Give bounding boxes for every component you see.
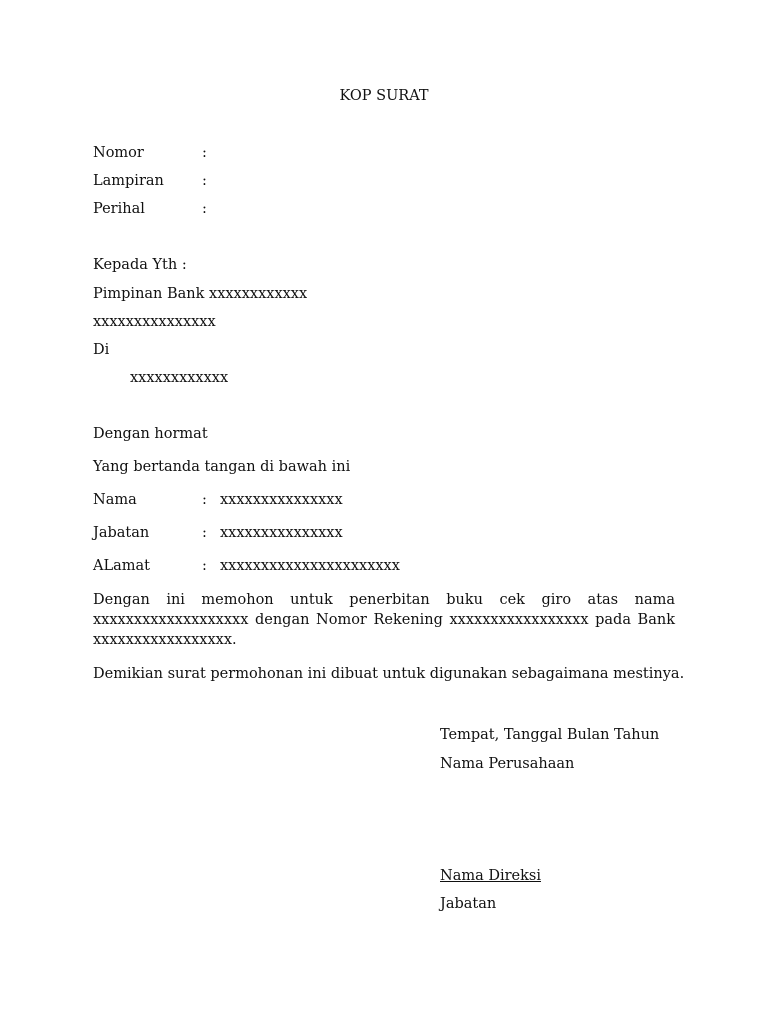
alamat-value: xxxxxxxxxxxxxxxxxxxxxx	[220, 558, 400, 574]
nama-colon: :	[202, 492, 207, 508]
closing-paragraph: Demikian surat permohonan ini dibuat untuk digunakan sebagaimana mestinya.	[93, 666, 685, 682]
nomor-colon: :	[202, 145, 207, 161]
company-name: Nama Perusahaan	[440, 756, 575, 772]
recipient-line-2: xxxxxxxxxxxxxxx	[93, 314, 216, 330]
lampiran-colon: :	[202, 173, 207, 189]
recipient-line-4: xxxxxxxxxxxx	[130, 370, 229, 386]
jabatan-colon: :	[202, 525, 207, 541]
perihal-colon: :	[202, 201, 207, 217]
recipient-line-1: Pimpinan Bank xxxxxxxxxxxx	[93, 286, 308, 302]
nama-label: Nama	[93, 492, 137, 508]
alamat-label: ALamat	[93, 558, 150, 574]
letter-title: KOP SURAT	[339, 88, 429, 104]
nama-value: xxxxxxxxxxxxxxx	[220, 492, 343, 508]
nomor-label: Nomor	[93, 145, 144, 161]
director-name: Nama Direksi	[440, 868, 541, 884]
alamat-colon: :	[202, 558, 207, 574]
jabatan-label: Jabatan	[93, 525, 150, 541]
perihal-label: Perihal	[93, 201, 145, 217]
salutation: Dengan hormat	[93, 426, 208, 442]
intro-text: Yang bertanda tangan di bawah ini	[93, 459, 351, 475]
director-position: Jabatan	[440, 896, 497, 912]
recipient-greeting: Kepada Yth :	[93, 257, 187, 273]
recipient-line-3: Di	[93, 342, 110, 358]
place-date: Tempat, Tanggal Bulan Tahun	[440, 727, 660, 743]
body-paragraph: Dengan ini memohon untuk penerbitan buku cek giro atas nama xxxxxxxxxxxxxxxxxxx dengan Nomor Rekening xxxxxxxxxxxxxxxxx pada Bank xxxxxxxxxxxxxxxxx.	[93, 592, 675, 648]
jabatan-value: xxxxxxxxxxxxxxx	[220, 525, 343, 541]
lampiran-label: Lampiran	[93, 173, 164, 189]
